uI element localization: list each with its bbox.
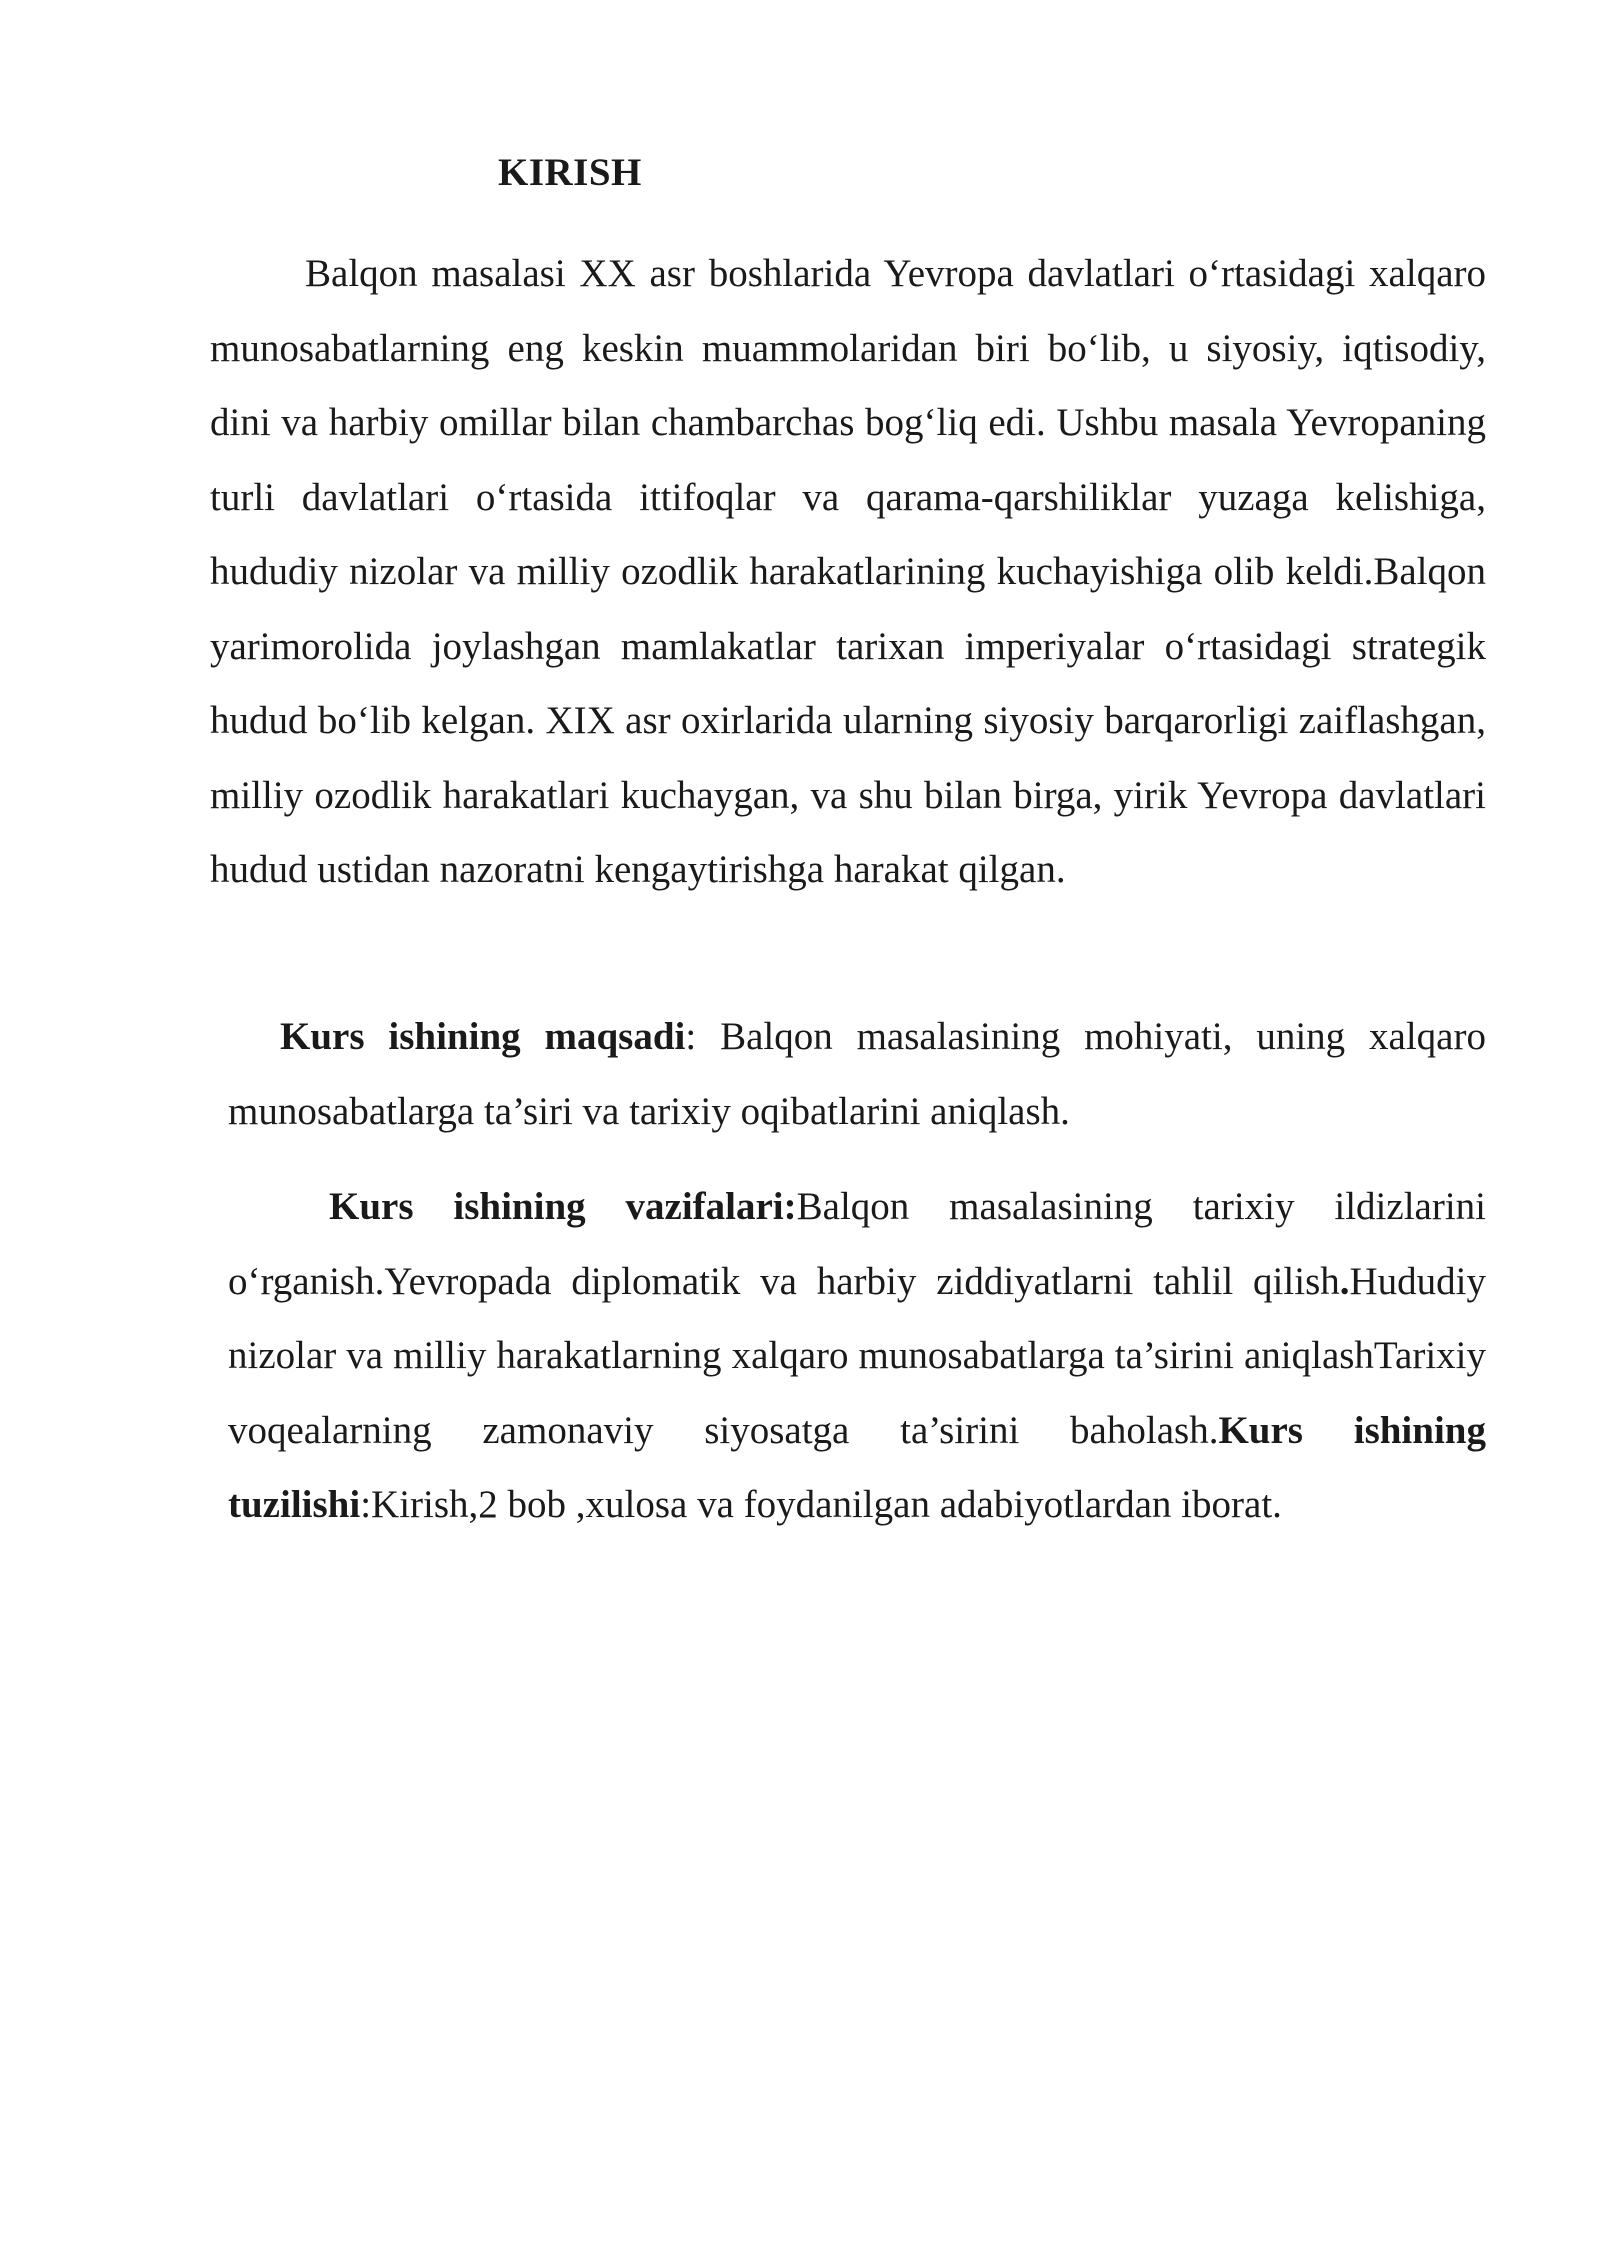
section-heading: KIRISH — [498, 151, 642, 194]
goal-label: Kurs ishining maqsadi — [280, 1015, 686, 1058]
goal-text: : Balqon masalasining mohiyati, uning xalqaro munosabatlarga ta’siri va tarixiy oqibatlarini aniqlash. — [228, 1015, 1486, 1133]
structure-label: Kurs ishining tuzilishi — [228, 1408, 1486, 1526]
tasks-text-first: Balqon masalasining tarixiy ildizlarini o‘rganish.Yevropada diplomatik va harbiy ziddiyatlarni tahlil qilish — [228, 1185, 1486, 1303]
tasks-label: Kurs ishining vazifalari: — [329, 1185, 797, 1228]
tasks-text-second: Hududiy nizolar va milliy harakatlarning xalqaro munosabatlarga ta’sirini aniqlashTarixiy voqealarning zamonaviy siyosatga ta’sirini baholash. — [228, 1259, 1486, 1452]
intro-paragraph: Balqon masalasi XX asr boshlarida Yevropa davlatlari o‘rtasidagi xalqaro munosabatlarning eng keskin muammolaridan biri bo‘lib, u siyosiy, iqtisodiy, dini va harbiy omillar bilan chambarchas bog‘liq edi. Ushbu masala Yevropaning turli davlatlari o‘rtasida ittifoqlar va qarama-qarshiliklar yuzaga kelishiga, hududiy nizolar va milliy ozodlik harakatlarining kuchayishiga olib keldi.Balqon yarimorolida joylashgan mamlakatlar tarixan imperiyalar o‘rtasidagi strategik hudud bo‘lib kelgan. XIX asr oxirlarida ularning siyosiy barqarorligi zaiflashgan, milliy ozodlik harakatlari kuchaygan, va shu bilan birga, yirik Yevropa davlatlari hudud ustidan nazoratni kengaytirishga harakat qilgan. — [210, 252, 1486, 891]
tasks-bold-dot: . — [1339, 1259, 1350, 1303]
tasks-paragraph — [228, 1170, 1486, 1543]
goal-paragraph — [228, 1000, 1486, 1149]
structure-text: :Kirish,2 bob ,xulosa va foydanilgan adabiyotlardan iborat. — [360, 1483, 1282, 1526]
